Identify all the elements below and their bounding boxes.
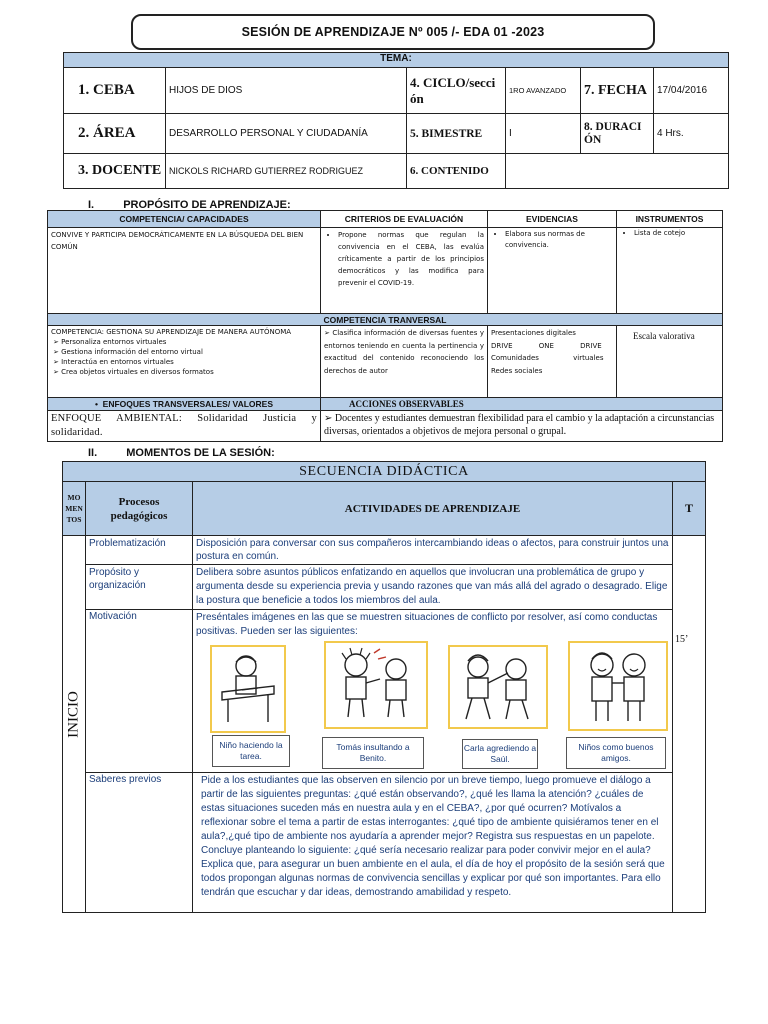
- ciclo-label: 4. CICLO/secci ón: [407, 68, 506, 114]
- transversal-evidencia-item: DRIVE ONE DRIVE: [491, 341, 602, 350]
- accion-value: [321, 411, 723, 442]
- area-value: DESARROLLO PERSONAL Y CIUDADANÍA: [166, 114, 407, 154]
- proceso-motivacion: Motivación: [86, 610, 193, 773]
- enfoques-header-label: ENFOQUES TRANSVERSALES/ VALORES: [102, 399, 274, 409]
- image-carla-agrediendo: [448, 645, 548, 729]
- caption-nino-tarea: Niño haciendo la tarea.: [212, 735, 290, 767]
- competencia-cell: CONVIVE Y PARTICIPA DEMOCRÁTICAMENTE EN LA BÚSQUEDA DEL BIEN COMÚN: [48, 228, 321, 314]
- caption-tomas: Tomás insultando a Benito.: [322, 737, 424, 769]
- children-arguing-icon: [330, 647, 422, 723]
- secuencia-title: SECUENCIA DIDÁCTICA: [63, 462, 706, 482]
- tiempo-cell: [673, 536, 706, 913]
- competencia-transversal-header: COMPETENCIA TRANVERSAL: [48, 314, 723, 326]
- motivacion-images: [196, 639, 669, 771]
- transversal-evidencia-item: Presentaciones digitales: [491, 329, 576, 337]
- motivacion-text: Preséntales imágenes en las que se muestren situaciones de conflicto por resolver, así como conductas positivas. Pueden ser las siguientes:: [196, 612, 658, 637]
- header-evidencias: EVIDENCIAS: [488, 211, 617, 228]
- col-momentos: MOMENTOS: [63, 482, 86, 536]
- transversal-item: ➢ Crea objetos virtuales en diversos formatos: [53, 367, 317, 377]
- image-buenos-amigos: [568, 641, 668, 731]
- image-tomas-insultando: [324, 641, 428, 729]
- docente-value: NICKOLS RICHARD GUTIERREZ RODRIGUEZ: [166, 154, 407, 189]
- enfoques-header: [48, 398, 321, 411]
- criterio-item: • Propone normas que regulan la convivencia en el CEBA, las evalúa críticamente a partir de los principios democráticos y las modifica para prevenir el COVID-19.: [338, 229, 484, 289]
- docente-label: 3. DOCENTE: [64, 154, 166, 189]
- instrumento-item: • Lista de cotejo: [634, 229, 719, 239]
- bimestre-label: 5. BIMESTRE: [407, 114, 506, 154]
- header-competencia: COMPETENCIA/ CAPACIDADES: [48, 211, 321, 228]
- contenido-value: [506, 154, 729, 189]
- actividad-problematizacion: Disposición para conversar con sus compañeros intercambiando ideas o afectos, para construir juntos una postura en común.: [193, 536, 673, 565]
- transversal-title: COMPETENCIA: GESTIONA SU APRENDIZAJE DE MANERA AUTÓNOMA: [51, 328, 292, 336]
- section-2-heading: [88, 447, 275, 459]
- momento-cell: [63, 536, 86, 913]
- actividad-saberes: Pide a los estudiantes que las observen en silencio por un breve tiempo, luego promueve el diálogo a partir de las siguientes preguntas: ¿qué están observando?, ¿qué les llama la atención? ¿cuáles de estas situaciones suceden más en nuestra aula y en el CEBA?, ¿por qué ocurren? Motívalos a reflexionar sobre el tema a partir de estas interrogantes: ¿qué tipo de ambiente quisiéramos tener en el aula?,¿qué tipo de ambiente nos ayudaría a aprender mejor? Registra sus respuestas en un papelote. Concluye planteando lo siguiente: ¿qué sería necesario realizar para poder convivir mejor en el aula? Explica que, para asegurar un buen ambiente en el aula, el día de hoy el propósito de la sesión será que todos propongan algunas normas de convivencia sencillas y explicar por qué son importantes. Para ello tendrán que escuchar y dar ideas, demostrando amabilidad y respeto.: [193, 773, 673, 913]
- col-actividades: ACTIVIDADES DE APRENDIZAJE: [193, 482, 673, 536]
- actividad-proposito: Delibera sobre asuntos públicos enfatizando en aquellos que involucran una problemática de grupo y argumenta desde su experiencia previa y usando razones que van más allá del agrado o desagrado. Elige la postura que beneficie a todos los miembros del aula.: [193, 565, 673, 610]
- enfoques-bullet: •: [94, 399, 103, 409]
- instrumento-cell: [617, 228, 723, 314]
- transversal-evidencia-item: Comunidades virtuales: [491, 354, 604, 362]
- secuencia-table: [62, 461, 706, 913]
- section-1-number: I.: [88, 199, 95, 211]
- accion-item: ➢ Docentes y estudiantes demuestran flexibilidad para el cambio y la adaptación a circunstancias diversas, orientados a objetivos de mejora personal o grupal.: [324, 412, 719, 438]
- evidencia-cell: [488, 228, 617, 314]
- session-title: SESIÓN DE APRENDIZAJE Nº 005 /- EDA 01 -2023: [131, 14, 655, 50]
- col-t: T: [673, 482, 706, 536]
- duracion-label: 8. DURACIÓN: [581, 114, 654, 154]
- tema-label: TEMA:: [64, 53, 729, 68]
- transversal-item: ➢ Personaliza entornos virtuales: [53, 337, 317, 347]
- enfoque-value: ENFOQUE AMBIENTAL: Solidaridad Justicia y solidaridad.: [48, 411, 321, 442]
- col-procesos: Procesos pedagógicos: [86, 482, 193, 536]
- header-criterios: CRITERIOS DE EVALUACIÓN: [321, 211, 488, 228]
- ciclo-value: 1RO AVANZADO: [506, 68, 581, 114]
- proceso-problematizacion: Problematización: [86, 536, 193, 565]
- momento-label: INICIO: [65, 691, 82, 738]
- section-2-number: II.: [88, 447, 98, 459]
- friends-hugging-icon: [574, 647, 662, 725]
- transversal-evidencia-item: Redes sociales: [491, 366, 543, 375]
- transversal-competencia-cell: [48, 326, 321, 398]
- transversal-evidencia-cell: [488, 326, 617, 398]
- transversal-item: ➢ Interactúa en entornos virtuales: [53, 357, 317, 367]
- ceba-value: HIJOS DE DIOS: [166, 68, 407, 114]
- section-2-title: MOMENTOS DE LA SESIÓN:: [126, 447, 275, 459]
- children-fighting-icon: [454, 651, 542, 723]
- section-1-title: PROPÓSITO DE APRENDIZAJE:: [123, 199, 291, 211]
- transversal-criterio-item: ➢ Clasifica información de diversas fuentes y entornos teniendo en cuenta la pertinencia y exactitud del contenido reconociendo los derechos de autor: [324, 327, 484, 377]
- ceba-label: 1. CEBA: [64, 68, 166, 114]
- transversal-instrumento-cell: Escala valorativa: [617, 326, 723, 398]
- datos-generales-table: [63, 52, 729, 189]
- proposito-table: [47, 210, 723, 442]
- caption-carla: Carla agrediendo a Saúl.: [462, 739, 538, 769]
- transversal-item: ➢ Gestiona información del entorno virtual: [53, 347, 317, 357]
- tiempo-value: 15’: [675, 634, 689, 645]
- contenido-label: 6. CONTENIDO: [407, 154, 506, 189]
- proceso-saberes: Saberes previos: [86, 773, 193, 913]
- caption-amigos: Niños como buenos amigos.: [566, 737, 666, 769]
- fecha-value: 17/04/2016: [654, 68, 729, 114]
- evidencia-item: • Elabora sus normas de convivencia.: [505, 229, 613, 251]
- acciones-header: ACCIONES OBSERVABLES: [321, 398, 723, 411]
- criterio-cell: [321, 228, 488, 314]
- area-label: 2. ÁREA: [64, 114, 166, 154]
- child-desk-icon: [216, 652, 280, 726]
- actividad-motivacion: [193, 610, 673, 773]
- proceso-proposito: Propósito y organización: [86, 565, 193, 610]
- duracion-value: 4 Hrs.: [654, 114, 729, 154]
- header-instrumentos: INSTRUMENTOS: [617, 211, 723, 228]
- bimestre-value: I: [506, 114, 581, 154]
- image-nino-tarea: [210, 645, 286, 733]
- fecha-label: 7. FECHA: [581, 68, 654, 114]
- transversal-criterio-cell: [321, 326, 488, 398]
